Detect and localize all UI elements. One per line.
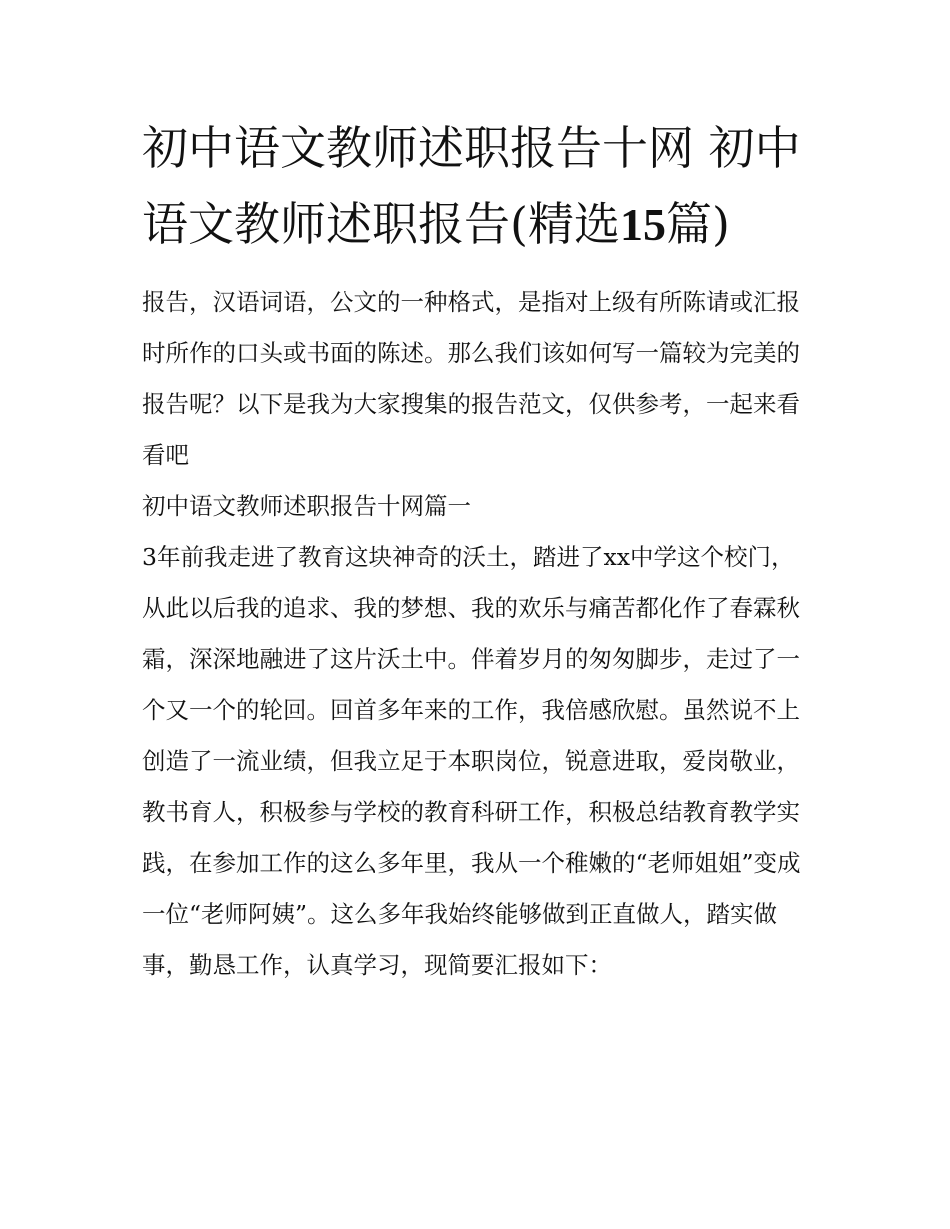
- section-heading: 初中语文教师述职报告十网篇一: [142, 492, 471, 520]
- section-body-paragraph: 3年前我走进了教育这块神奇的沃土，踏进了xx中学这个校门，从此以后我的追求、我的梦想、我的欢乐与痛苦都化作了春霖秋霜，深深地融进了这片沃土中。伴着岁月的匆匆脚步，走过了一个又一个的轮回。回首多年来的工作，我倍感欣慰。虽然说不上创造了一流业绩，但我立足于本职岗位，锐意进取，爱岗敬业，教书育人，积极参与学校的教育科研工作，积极总结教育教学实践，在参加工作的这么多年里，我从一个稚嫩的“老师姐姐”变成一位“老师阿姨”。这么多年我始终能够做到正直做人，踏实做事，勤恳工作，认真学习，现简要汇报如下：: [142, 543, 801, 979]
- document-title-number: 15: [619, 199, 666, 250]
- document-title: [142, 110, 814, 263]
- document-title-text: 初中语文教师述职报告十网 初中语文教师述职报告(精选: [142, 121, 801, 251]
- document-title-suffix: 篇): [665, 197, 730, 251]
- intro-paragraph: 报告，汉语词语，公文的一种格式，是指对上级有所陈请或汇报时所作的口头或书面的陈述。那么我们该如何写一篇较为完美的报告呢？以下是我为大家搜集的报告范文，仅供参考，一起来看看吧: [142, 288, 800, 469]
- document-page: [142, 110, 814, 991]
